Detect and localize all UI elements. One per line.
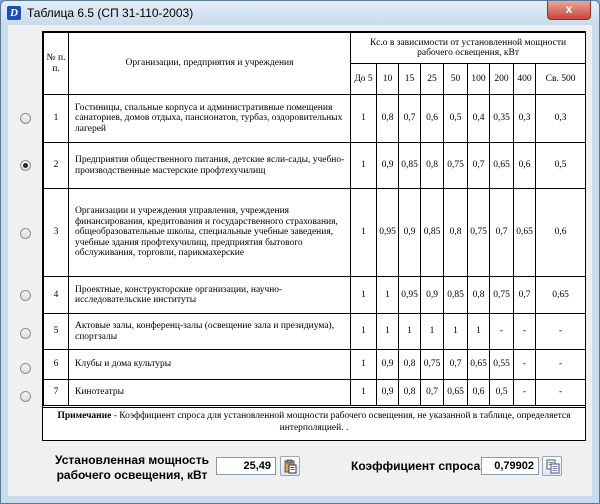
row-value: 0,7 bbox=[399, 95, 421, 143]
header-number: № п. п. bbox=[44, 33, 69, 95]
row-value: 0,65 bbox=[468, 350, 490, 380]
row-selector bbox=[8, 25, 44, 445]
row-value: 0,75 bbox=[468, 189, 490, 277]
row-value: - bbox=[514, 314, 536, 350]
table-row[interactable] bbox=[44, 189, 586, 277]
window-title: Таблица 6.5 (СП 31-110-2003) bbox=[27, 6, 194, 20]
row-value: 0,9 bbox=[399, 189, 421, 277]
row-value: 0,6 bbox=[468, 380, 490, 406]
row-organization: Организации и учреждения управления, учреждения финансирования, кредитования и государственного страхования, общеобразовательные школы, специальные учебные заведения, учебные здания профтехучилищ, предприятия бытового обслуживания, торговли, парикмахерские bbox=[69, 189, 351, 277]
row-value: 0,65 bbox=[536, 277, 586, 314]
row-number: 2 bbox=[44, 143, 69, 189]
row-value: 0,65 bbox=[490, 143, 514, 189]
row-radio-6[interactable] bbox=[20, 363, 31, 374]
header-power-col: 15 bbox=[399, 64, 421, 95]
row-value: - bbox=[514, 380, 536, 406]
row-value: 0,4 bbox=[468, 95, 490, 143]
header-power-col: 10 bbox=[377, 64, 399, 95]
row-value: 0,6 bbox=[421, 95, 444, 143]
row-value: 1 bbox=[377, 277, 399, 314]
row-value: - bbox=[536, 380, 586, 406]
row-value: 0,9 bbox=[377, 350, 399, 380]
result-panel bbox=[8, 445, 592, 495]
row-organization: Кинотеатры bbox=[69, 380, 351, 406]
row-value: 0,6 bbox=[536, 189, 586, 277]
note-label: Примечание bbox=[57, 411, 112, 421]
row-value: 0,3 bbox=[514, 95, 536, 143]
row-radio-3[interactable] bbox=[20, 228, 31, 239]
row-value: 0,5 bbox=[444, 95, 468, 143]
row-radio-5[interactable] bbox=[20, 328, 31, 339]
row-number: 3 bbox=[44, 189, 69, 277]
copy-icon bbox=[546, 459, 560, 474]
row-radio-4[interactable] bbox=[20, 290, 31, 301]
row-value: 0,55 bbox=[490, 350, 514, 380]
header-power-col: 100 bbox=[468, 64, 490, 95]
header-power-col: 200 bbox=[490, 64, 514, 95]
row-value: 0,7 bbox=[514, 277, 536, 314]
row-value: 0,75 bbox=[490, 277, 514, 314]
row-value: 0,65 bbox=[444, 380, 468, 406]
note-text: - Коэффициент спроса для установленной мощности рабочего освещения, не указанной в таблице, определяется интерполяцией. . bbox=[111, 411, 571, 433]
clipboard-icon bbox=[284, 459, 297, 474]
row-value: 1 bbox=[468, 314, 490, 350]
row-value: 1 bbox=[351, 277, 377, 314]
row-value: 0,8 bbox=[399, 380, 421, 406]
row-value: 0,3 bbox=[536, 95, 586, 143]
row-value: 0,85 bbox=[444, 277, 468, 314]
row-value: 0,85 bbox=[421, 189, 444, 277]
row-value: - bbox=[490, 314, 514, 350]
row-value: 0,8 bbox=[421, 143, 444, 189]
dialog-content bbox=[8, 25, 592, 496]
row-radio-2[interactable] bbox=[20, 160, 31, 171]
row-value: 0,75 bbox=[421, 350, 444, 380]
row-value: 1 bbox=[351, 189, 377, 277]
table-row[interactable] bbox=[44, 95, 586, 143]
title-bar[interactable] bbox=[1, 1, 599, 25]
row-organization: Гостиницы, спальные корпуса и административные помещения санаториев, домов отдыха, пансионатов, турбаз, оздоровительных лагерей bbox=[69, 95, 351, 143]
row-value: 0,8 bbox=[377, 95, 399, 143]
installed-power-input[interactable]: 25,49 bbox=[216, 457, 276, 475]
app-icon: D bbox=[7, 6, 21, 20]
row-value: 1 bbox=[351, 314, 377, 350]
row-value: 0,5 bbox=[536, 143, 586, 189]
copy-coefficient-button[interactable] bbox=[542, 456, 562, 476]
row-number: 1 bbox=[44, 95, 69, 143]
row-value: 0,8 bbox=[468, 277, 490, 314]
table-row[interactable] bbox=[44, 380, 586, 406]
row-value: - bbox=[536, 350, 586, 380]
row-value: 1 bbox=[351, 380, 377, 406]
row-value: 0,5 bbox=[490, 380, 514, 406]
row-value: 0,6 bbox=[514, 143, 536, 189]
row-value: 0,9 bbox=[377, 380, 399, 406]
row-organization: Актовые залы, конференц-залы (освещение зала и президиума), спортзалы bbox=[69, 314, 351, 350]
row-value: 1 bbox=[351, 350, 377, 380]
row-value: 0,85 bbox=[399, 143, 421, 189]
table-note bbox=[43, 407, 585, 440]
close-button[interactable]: x bbox=[547, 1, 591, 20]
row-number: 6 bbox=[44, 350, 69, 380]
header-power-col: 50 bbox=[444, 64, 468, 95]
row-value: 0,9 bbox=[421, 277, 444, 314]
table-row[interactable] bbox=[44, 314, 586, 350]
header-power-col: Св. 500 bbox=[536, 64, 586, 95]
row-value: 0,9 bbox=[377, 143, 399, 189]
coefficient-table bbox=[42, 31, 586, 441]
row-value: 0,7 bbox=[468, 143, 490, 189]
row-value: 1 bbox=[351, 143, 377, 189]
demand-coefficient-output[interactable]: 0,79902 bbox=[481, 457, 539, 475]
row-value: 0,7 bbox=[421, 380, 444, 406]
row-value: 0,65 bbox=[514, 189, 536, 277]
row-value: 0,7 bbox=[444, 350, 468, 380]
row-number: 4 bbox=[44, 277, 69, 314]
row-value: - bbox=[514, 350, 536, 380]
header-organization: Организации, предприятия и учреждения bbox=[69, 33, 351, 95]
row-number: 5 bbox=[44, 314, 69, 350]
installed-power-label: Установленная мощность рабочего освещения, кВт bbox=[55, 453, 209, 482]
header-power-col: До 5 bbox=[351, 64, 377, 95]
row-value: 0,75 bbox=[444, 143, 468, 189]
row-value: 0,95 bbox=[377, 189, 399, 277]
row-value: 1 bbox=[444, 314, 468, 350]
row-value: 1 bbox=[351, 95, 377, 143]
row-organization: Проектные, конструкторские организации, научно-исследовательские институты bbox=[69, 277, 351, 314]
row-value: 1 bbox=[421, 314, 444, 350]
header-power-col: 400 bbox=[514, 64, 536, 95]
row-value: 1 bbox=[377, 314, 399, 350]
table-row[interactable] bbox=[44, 350, 586, 380]
row-value: 0,7 bbox=[490, 189, 514, 277]
row-radio-1[interactable] bbox=[20, 113, 31, 124]
row-value: 0,8 bbox=[399, 350, 421, 380]
row-radio-7[interactable] bbox=[20, 391, 31, 402]
demand-coefficient-label: Коэффициент спроса bbox=[351, 459, 481, 473]
row-value: 0,95 bbox=[399, 277, 421, 314]
row-number: 7 bbox=[44, 380, 69, 406]
header-coefficient: Кс.о в зависимости от установленной мощности рабочего освещения, кВт bbox=[351, 33, 586, 64]
table-row[interactable] bbox=[44, 277, 586, 314]
paste-power-button[interactable] bbox=[280, 456, 300, 476]
row-organization: Предприятия общественного питания, детские ясли-сады, учебно-производственные мастерские профтехучилищ bbox=[69, 143, 351, 189]
row-value: 1 bbox=[399, 314, 421, 350]
table-row[interactable] bbox=[44, 143, 586, 189]
row-value: 0,35 bbox=[490, 95, 514, 143]
row-value: 0,8 bbox=[444, 189, 468, 277]
row-organization: Клубы и дома культуры bbox=[69, 350, 351, 380]
header-power-col: 25 bbox=[421, 64, 444, 95]
demand-table bbox=[43, 32, 586, 406]
row-value: - bbox=[536, 314, 586, 350]
